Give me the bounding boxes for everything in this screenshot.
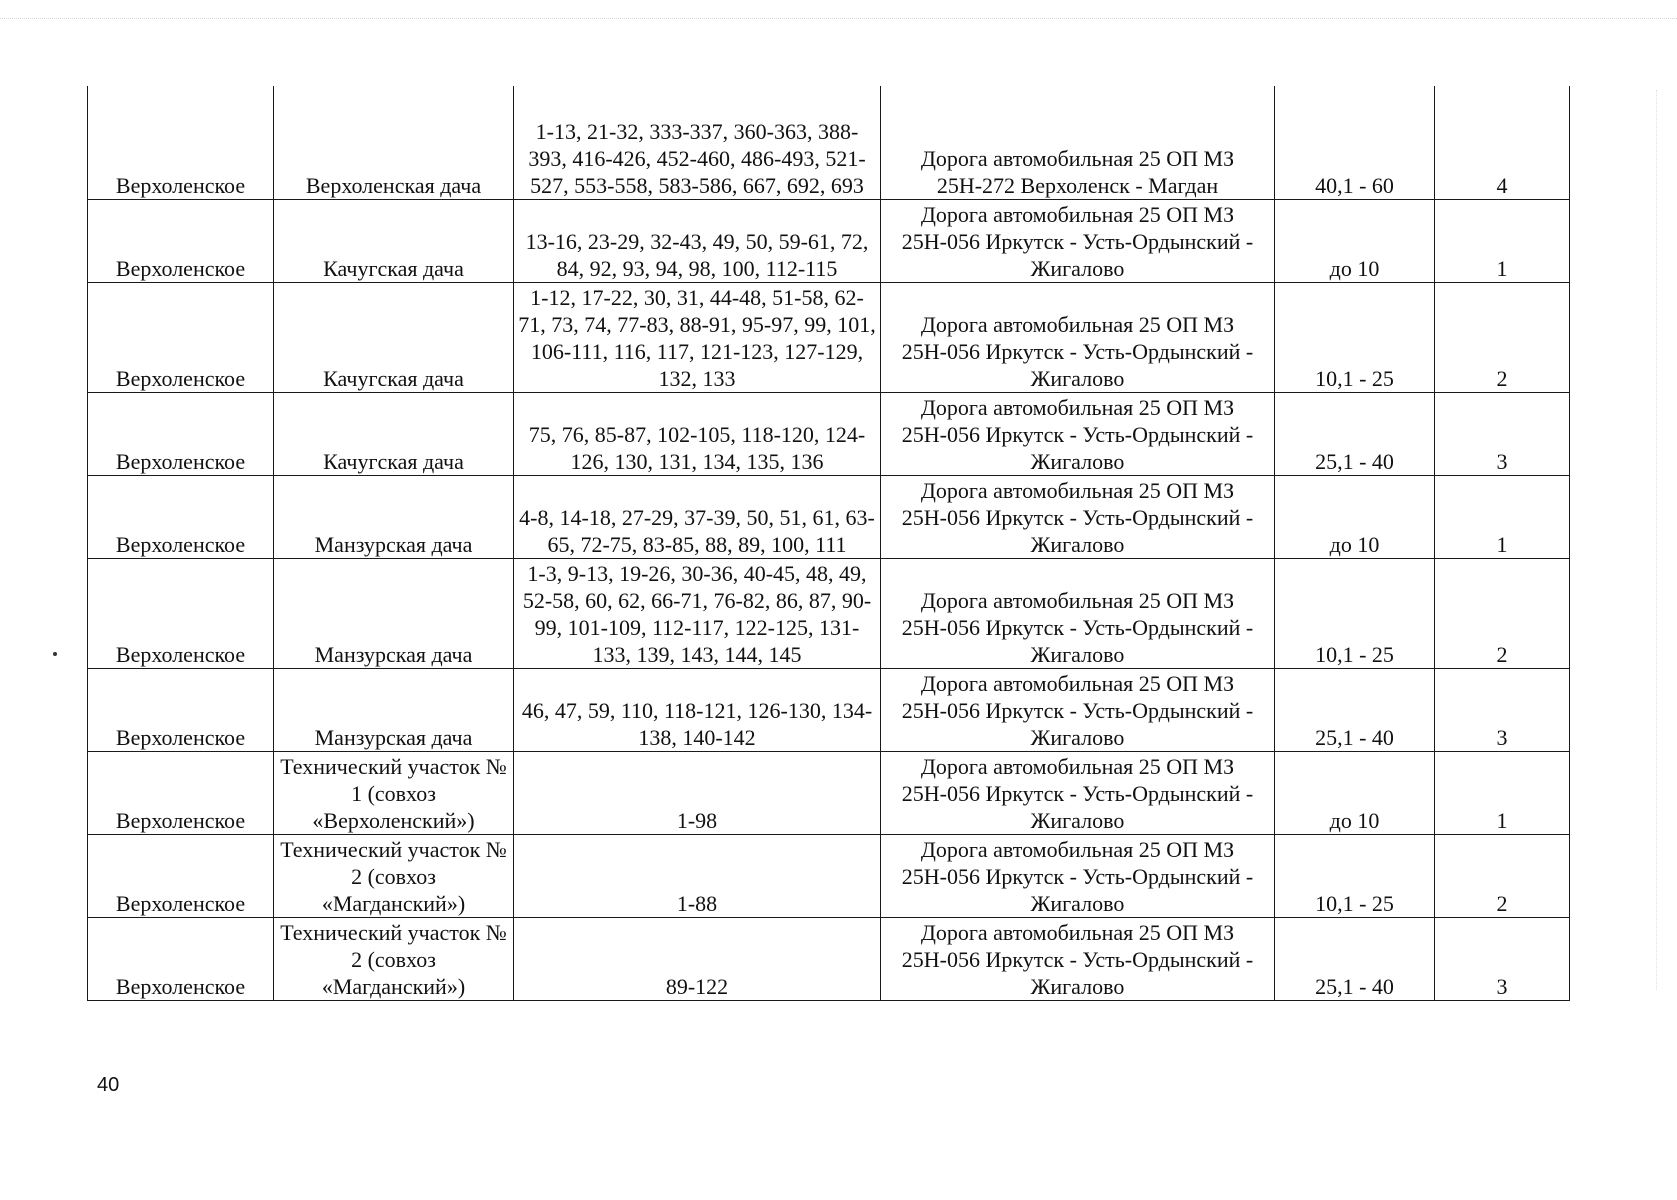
stray-dot (53, 652, 57, 656)
road-cell: Дорога автомобильная 25 ОП МЗ 25Н-056 Иркутск - Усть-Ордынский - Жигалово (881, 834, 1275, 917)
distance-cell: 25,1 - 40 (1275, 392, 1435, 475)
settlement-cell: Верхоленское (88, 199, 274, 282)
road-cell: Дорога автомобильная 25 ОП МЗ 25Н-056 Иркутск - Усть-Ордынский - Жигалово (881, 917, 1275, 1000)
road-cell: Дорога автомобильная 25 ОП МЗ 25Н-056 Иркутск - Усть-Ордынский - Жигалово (881, 199, 1275, 282)
forestry-district-cell: Манзурская дача (274, 668, 514, 751)
distance-cell: до 10 (1275, 751, 1435, 834)
settlement-cell: Верхоленское (88, 558, 274, 668)
zone-cell: 4 (1435, 86, 1570, 199)
quarters-cell: 13-16, 23-29, 32-43, 49, 50, 59-61, 72, 84, 92, 93, 94, 98, 100, 112-115 (514, 199, 881, 282)
quarters-cell: 1-12, 17-22, 30, 31, 44-48, 51-58, 62-71, 73, 74, 77-83, 88-91, 95-97, 99, 101, 106-111, 116, 117, 121-123, 127-129, 132, 133 (514, 282, 881, 392)
distance-cell: 25,1 - 40 (1275, 917, 1435, 1000)
quarters-cell: 1-98 (514, 751, 881, 834)
page-right-edge (1656, 90, 1657, 990)
table-row (88, 751, 1570, 834)
table-row (88, 199, 1570, 282)
forestry-district-cell: Верхоленская дача (274, 86, 514, 199)
zone-cell: 3 (1435, 668, 1570, 751)
settlement-cell: Верхоленское (88, 668, 274, 751)
table-row (88, 917, 1570, 1000)
quarters-cell: 89-122 (514, 917, 881, 1000)
zone-cell: 2 (1435, 282, 1570, 392)
table-row (88, 558, 1570, 668)
road-cell: Дорога автомобильная 25 ОП МЗ 25Н-056 Иркутск - Усть-Ордынский - Жигалово (881, 668, 1275, 751)
table-row (88, 282, 1570, 392)
forest-plots-table (87, 86, 1570, 1001)
quarters-cell: 1-3, 9-13, 19-26, 30-36, 40-45, 48, 49, 52-58, 60, 62, 66-71, 76-82, 86, 87, 90-99, 101-109, 112-117, 122-125, 131-133, 139, 143, 144, 145 (514, 558, 881, 668)
distance-cell: 25,1 - 40 (1275, 668, 1435, 751)
road-cell: Дорога автомобильная 25 ОП МЗ 25Н-056 Иркутск - Усть-Ордынский - Жигалово (881, 475, 1275, 558)
road-cell: Дорога автомобильная 25 ОП МЗ 25Н-056 Иркутск - Усть-Ордынский - Жигалово (881, 392, 1275, 475)
forestry-district-cell: Качугская дача (274, 392, 514, 475)
distance-cell: 10,1 - 25 (1275, 282, 1435, 392)
forestry-district-cell: Манзурская дача (274, 475, 514, 558)
zone-cell: 2 (1435, 558, 1570, 668)
settlement-cell: Верхоленское (88, 282, 274, 392)
table-row (88, 668, 1570, 751)
table-row (88, 86, 1570, 199)
zone-cell: 1 (1435, 475, 1570, 558)
road-cell: Дорога автомобильная 25 ОП МЗ 25Н-056 Иркутск - Усть-Ордынский - Жигалово (881, 751, 1275, 834)
settlement-cell: Верхоленское (88, 475, 274, 558)
forestry-district-cell: Качугская дача (274, 282, 514, 392)
quarters-cell: 4-8, 14-18, 27-29, 37-39, 50, 51, 61, 63-65, 72-75, 83-85, 88, 89, 100, 111 (514, 475, 881, 558)
settlement-cell: Верхоленское (88, 86, 274, 199)
road-cell: Дорога автомобильная 25 ОП МЗ 25Н-056 Иркутск - Усть-Ордынский - Жигалово (881, 282, 1275, 392)
zone-cell: 2 (1435, 834, 1570, 917)
zone-cell: 3 (1435, 392, 1570, 475)
table-row (88, 392, 1570, 475)
zone-cell: 1 (1435, 199, 1570, 282)
page-number: 40 (97, 1074, 120, 1096)
quarters-cell: 46, 47, 59, 110, 118-121, 126-130, 134-138, 140-142 (514, 668, 881, 751)
road-cell: Дорога автомобильная 25 ОП МЗ 25Н-272 Верхоленск - Магдан (881, 86, 1275, 199)
quarters-cell: 1-13, 21-32, 333-337, 360-363, 388-393, 416-426, 452-460, 486-493, 521-527, 553-558, 583-586, 667, 692, 693 (514, 86, 881, 199)
distance-cell: до 10 (1275, 475, 1435, 558)
table-row (88, 475, 1570, 558)
quarters-cell: 75, 76, 85-87, 102-105, 118-120, 124-126, 130, 131, 134, 135, 136 (514, 392, 881, 475)
settlement-cell: Верхоленское (88, 834, 274, 917)
distance-cell: до 10 (1275, 199, 1435, 282)
forestry-district-cell: Манзурская дача (274, 558, 514, 668)
zone-cell: 3 (1435, 917, 1570, 1000)
forestry-district-cell: Качугская дача (274, 199, 514, 282)
table-row (88, 834, 1570, 917)
forestry-district-cell: Технический участок № 2 (совхоз «Магданский») (274, 834, 514, 917)
distance-cell: 40,1 - 60 (1275, 86, 1435, 199)
settlement-cell: Верхоленское (88, 917, 274, 1000)
quarters-cell: 1-88 (514, 834, 881, 917)
forestry-district-cell: Технический участок № 1 (совхоз «Верхоленский») (274, 751, 514, 834)
road-cell: Дорога автомобильная 25 ОП МЗ 25Н-056 Иркутск - Усть-Ордынский - Жигалово (881, 558, 1275, 668)
page-top-edge (0, 18, 1677, 19)
settlement-cell: Верхоленское (88, 751, 274, 834)
zone-cell: 1 (1435, 751, 1570, 834)
forestry-district-cell: Технический участок № 2 (совхоз «Магданский») (274, 917, 514, 1000)
distance-cell: 10,1 - 25 (1275, 558, 1435, 668)
distance-cell: 10,1 - 25 (1275, 834, 1435, 917)
settlement-cell: Верхоленское (88, 392, 274, 475)
